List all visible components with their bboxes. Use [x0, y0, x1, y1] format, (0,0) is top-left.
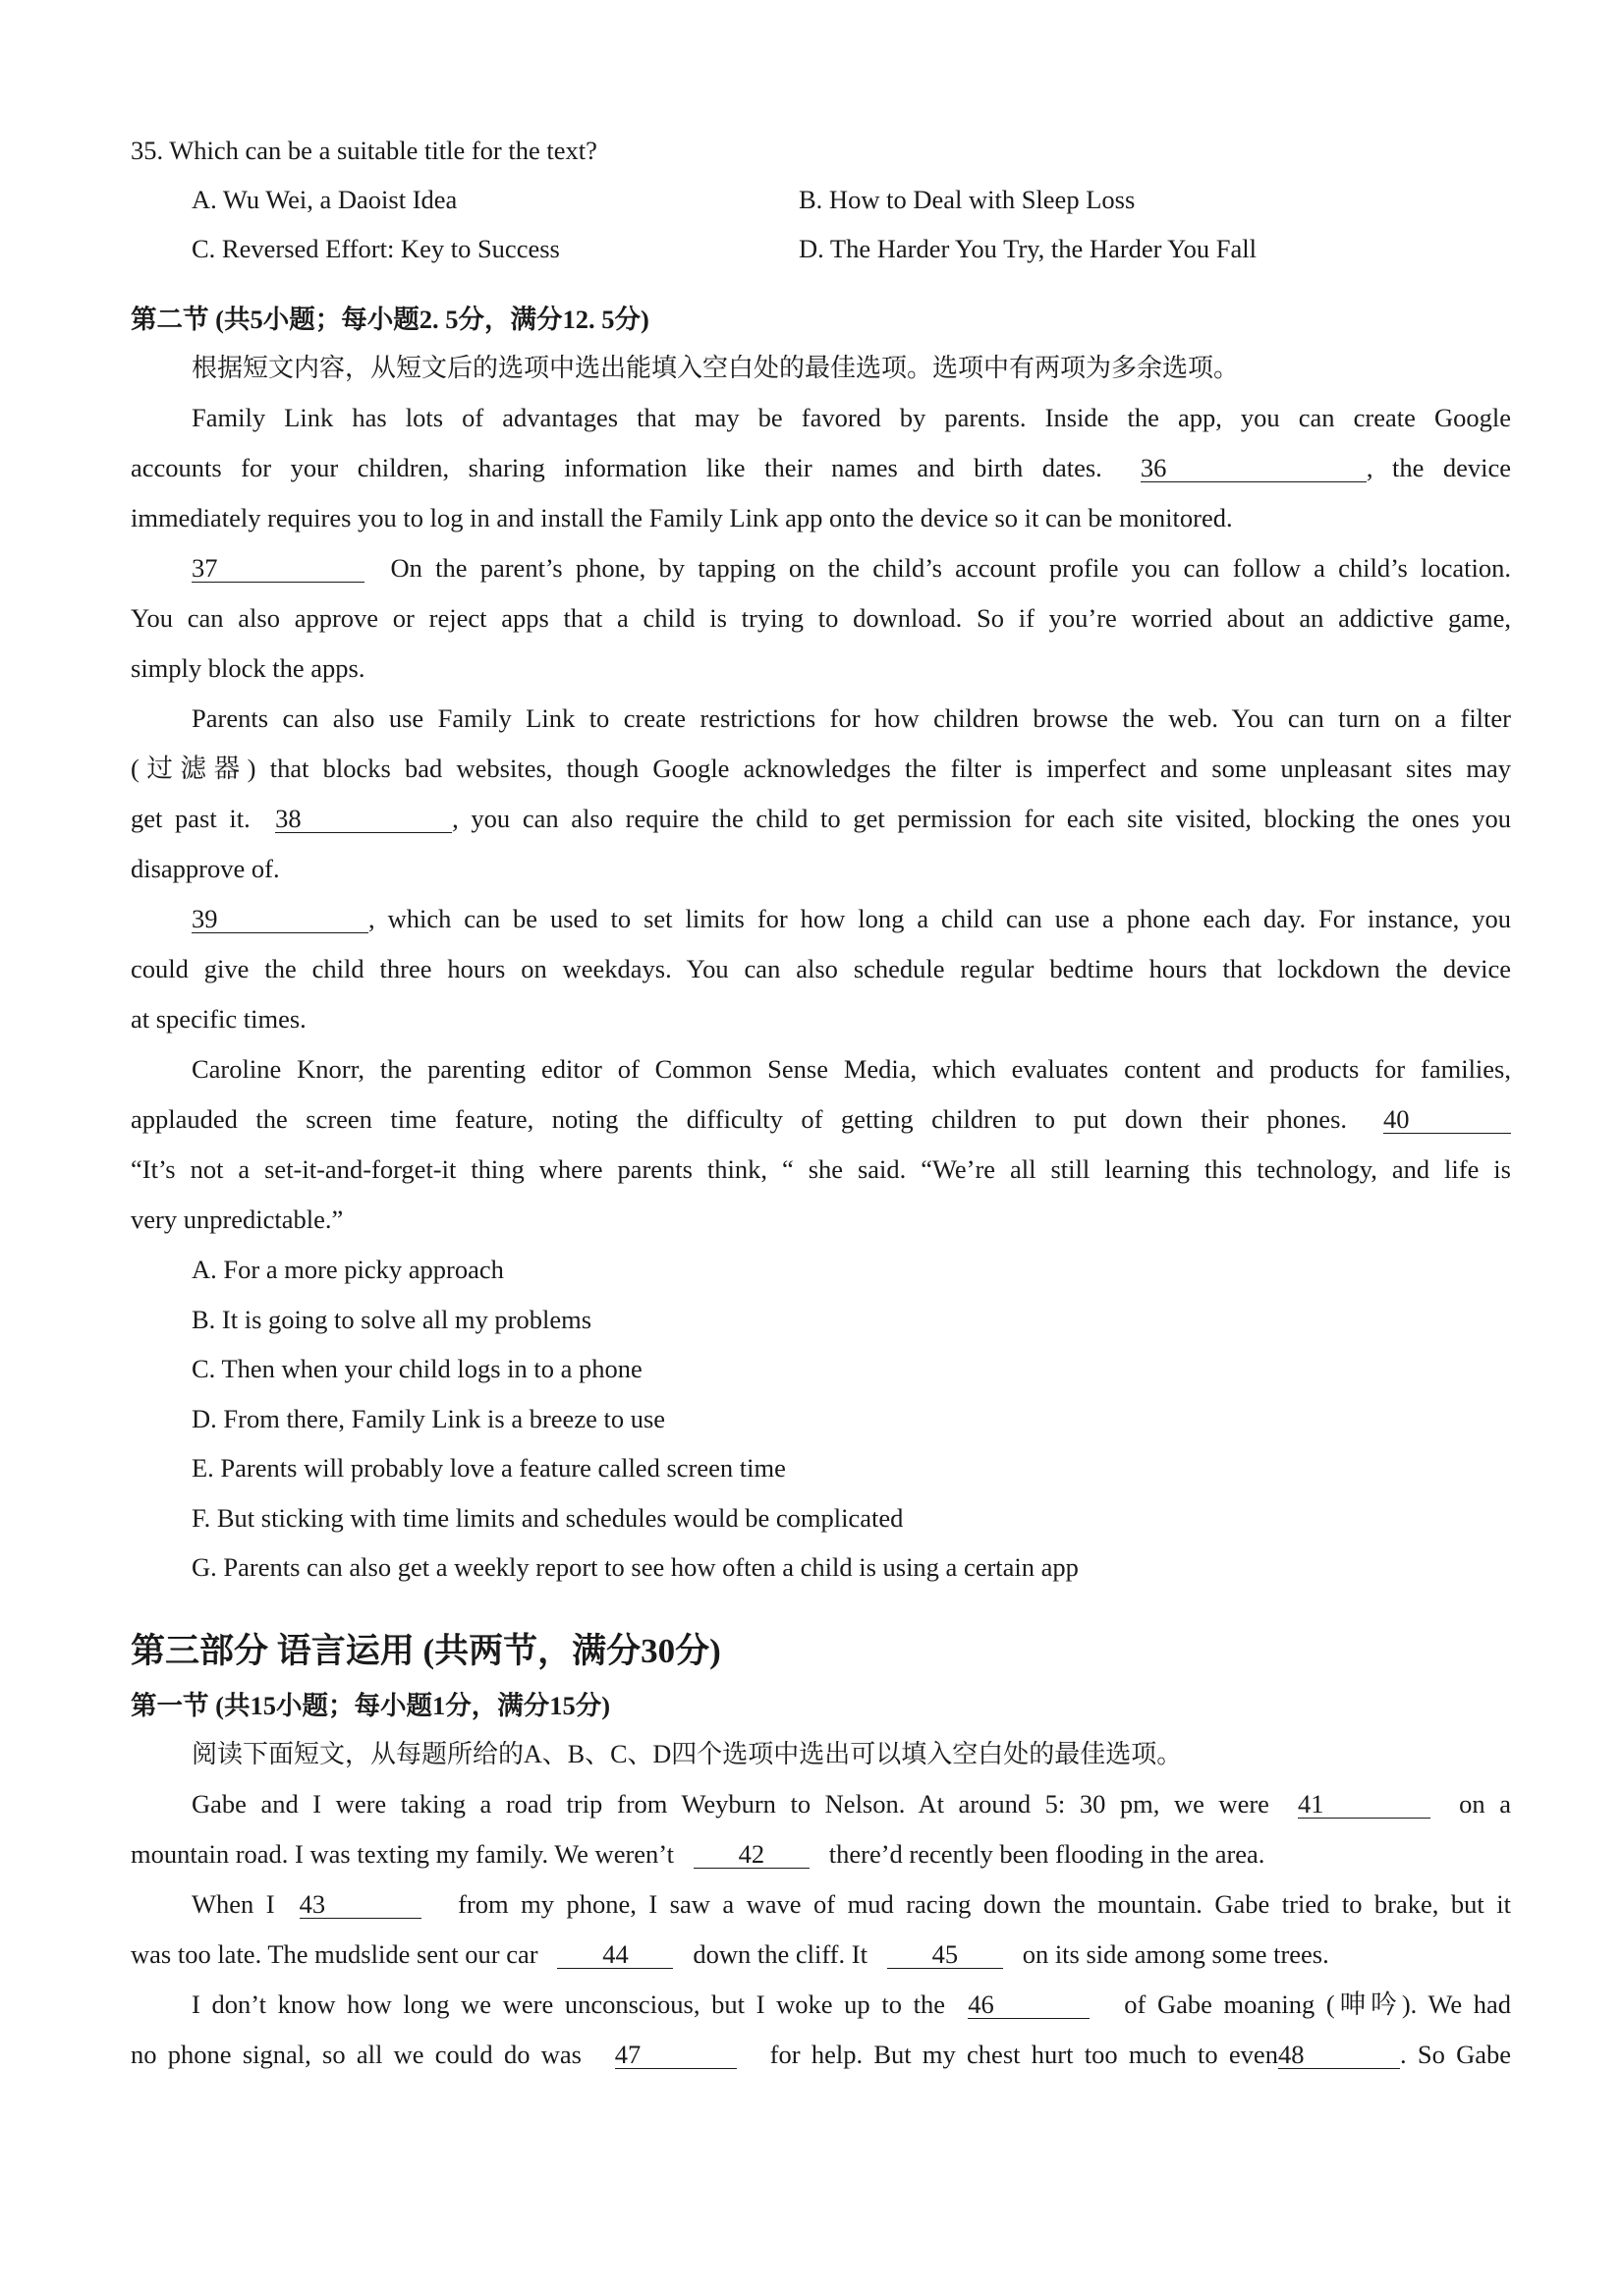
p3s-line-3: [131, 1879, 1511, 1930]
p3-line-3-text: get past it.: [131, 804, 251, 833]
q35-option-d: D. The Harder You Try, the Harder You Fall: [799, 234, 1257, 263]
p3s-line-3-end: from my phone, I saw a wave of mud racing down the mountain. Gabe tried to brake, but it: [458, 1888, 1511, 1919]
p1-line-1: Family Link has lots of advantages that may be favored by parents. Inside the app, you can create Google: [192, 403, 1511, 432]
p3s-line-1: [131, 1779, 1511, 1829]
q35-option-c: C. Reversed Effort: Key to Success: [192, 234, 560, 263]
p3s-line-6-text: no phone signal, so all we could do was: [131, 2039, 582, 2069]
section2-instruction: 根据短文内容，从短文后的选项中选出能填入空白处的最佳选项。选项中有两项为多余选项。: [192, 354, 1240, 382]
p1-line-2: [131, 443, 1511, 493]
p3-line-3-end: , you can also require the child to get permission for each site visited, blocking the ones you: [452, 804, 1511, 833]
p3s-line-6: [131, 2030, 1511, 2080]
p5-line-2: [131, 1094, 1511, 1145]
part3-instruction: 阅读下面短文，从每题所给的A、B、C、D四个选项中选出可以填入空白处的最佳选项。: [192, 1739, 1183, 1768]
blank-46: 46: [968, 1990, 1090, 2019]
p3s-line-5: [131, 1980, 1511, 2030]
p4-line-2: could give the child three hours on weekdays. You can also schedule regular bedtime hours that lockdown the device: [131, 954, 1511, 983]
p3s-line-5-end: of Gabe moaning (呻吟). We had: [1124, 1988, 1512, 2019]
p3s-line-4-end: on its side among some trees.: [1022, 1938, 1329, 1969]
p2-line-3: simply block the apps.: [131, 653, 365, 683]
p3s-line-6-mid: for help. But my chest hurt too much to even: [769, 2039, 1278, 2069]
p5-line-1: Caroline Knorr, the parenting editor of Common Sense Media, which evaluates content and products for families,: [192, 1054, 1511, 1084]
p1-line-2-end: , the device: [1366, 453, 1511, 482]
option-e: E. Parents will probably love a feature called screen time: [192, 1453, 786, 1483]
section2-title: 第二节 (共5小题；每小题2. 5分，满分12. 5分): [131, 305, 649, 334]
option-g: G. Parents can also get a weekly report to see how often a child is using a certain app: [192, 1552, 1079, 1582]
blank-43: 43: [300, 1890, 421, 1919]
option-f: F. But sticking with time limits and schedules would be complicated: [192, 1502, 904, 1533]
p2-line-1: [131, 543, 1511, 593]
p3s-line-3-text: When I: [192, 1888, 275, 1919]
p3s-line-2-end: there’d recently been flooding in the area.: [828, 1838, 1265, 1869]
option-a: A. For a more picky approach: [192, 1255, 504, 1284]
p5-line-2-text: applauded the screen time feature, noting the difficulty of getting children to put down their phones.: [131, 1104, 1348, 1134]
q35-options-row-1: [131, 175, 1511, 224]
part3-passage: [131, 1779, 1511, 2080]
blank-39: 39: [192, 905, 368, 933]
blank-37: 37: [192, 554, 364, 583]
p3-line-1: Parents can also use Family Link to create restrictions for how children browse the web. You can turn on a filter: [192, 703, 1511, 733]
p3s-line-4-mid: down the cliff. It: [693, 1938, 867, 1969]
p3s-line-2: [131, 1829, 1511, 1879]
blank-45: 45: [887, 1940, 1003, 1969]
p3s-line-1-end: on a: [1459, 1788, 1511, 1819]
p3s-line-6-end: . So Gabe: [1399, 2039, 1512, 2069]
p2-line-1-text: On the parent’s phone, by tapping on the child’s account profile you can follow a child’s location.: [390, 553, 1512, 583]
p2-line-2: You can also approve or reject apps that a child is trying to download. So if you’re worried about an addictive game,: [131, 603, 1511, 633]
q35-options-row-2: [131, 224, 1511, 273]
p5-line-3: “It’s not a set-it-and-forget-it thing where parents think, “ she said. “We’re all still learning this technology, and life is: [131, 1154, 1511, 1184]
blank-40: 40: [1383, 1105, 1511, 1134]
option-b: B. It is going to solve all my problems: [192, 1304, 592, 1334]
blank-48: 48: [1278, 2041, 1400, 2069]
part3-title: 第三部分 语言运用 (共两节，满分30分): [131, 1631, 721, 1670]
blank-36: 36: [1141, 454, 1367, 482]
part3-section1-title: 第一节 (共15小题；每小题1分，满分15分): [131, 1690, 611, 1720]
p3s-line-2-text: mountain road. I was texting my family. We weren’t: [131, 1838, 675, 1869]
p3s-line-4-text: was too late. The mudslide sent our car: [131, 1938, 538, 1969]
option-d: D. From there, Family Link is a breeze to use: [192, 1403, 666, 1433]
p3-line-4: disapprove of.: [131, 854, 280, 883]
p3s-line-4: [131, 1930, 1511, 1980]
p4-line-1: [131, 894, 1511, 944]
p4-line-3: at specific times.: [131, 1004, 307, 1034]
p1-line-3: immediately requires you to log in and install the Family Link app onto the device so it can be monitored.: [131, 503, 1233, 532]
q35-question: 35. Which can be a suitable title for the text?: [131, 136, 597, 165]
p1-line-2-text: accounts for your children, sharing information like their names and birth dates.: [131, 453, 1102, 482]
section2-passage: [131, 393, 1511, 1245]
p5-line-4: very unpredictable.”: [131, 1204, 344, 1234]
q35-option-b: B. How to Deal with Sleep Loss: [799, 185, 1136, 214]
p4-line-1-text: , which can be used to set limits for how long a child can use a phone each day. For instance, you: [368, 904, 1511, 933]
p3s-line-5-text: I don’t know how long we were unconscious, but I woke up to the: [192, 1988, 945, 2019]
option-c: C. Then when your child logs in to a phone: [192, 1354, 643, 1383]
q35-option-a: A. Wu Wei, a Daoist Idea: [192, 185, 458, 214]
blank-38: 38: [275, 805, 452, 833]
section2-options: [131, 1245, 1511, 1593]
blank-44: 44: [557, 1940, 673, 1969]
p3-line-3: [131, 794, 1511, 844]
p3-line-2: (过滤器) that blocks bad websites, though Google acknowledges the filter is imperfect and some unpleasant sites may: [131, 754, 1511, 783]
p3s-line-1-text: Gabe and I were taking a road trip from Weyburn to Nelson. At around 5: 30 pm, we were: [192, 1788, 1269, 1819]
document-page: [131, 126, 1511, 2080]
blank-41: 41: [1298, 1790, 1430, 1819]
blank-47: 47: [615, 2041, 737, 2069]
blank-42: 42: [694, 1840, 810, 1869]
